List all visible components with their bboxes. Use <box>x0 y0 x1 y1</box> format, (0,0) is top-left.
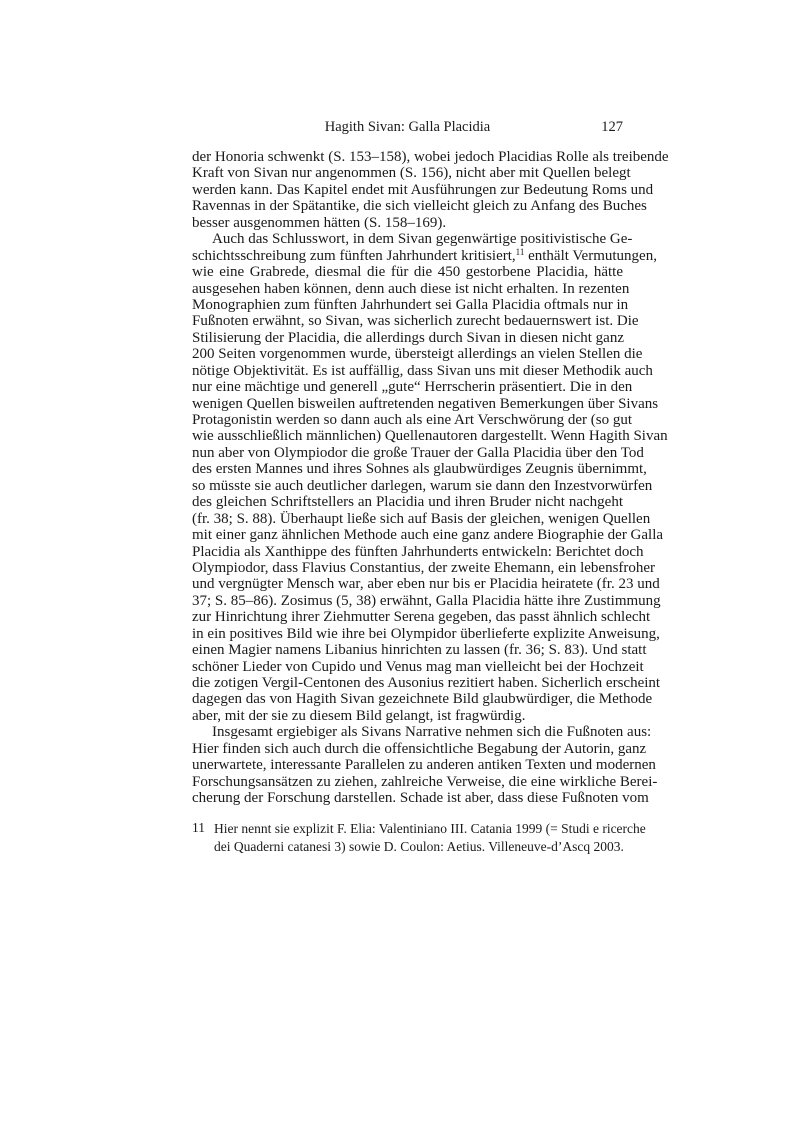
text-line: dagegen das von Hagith Sivan gezeichnete Bild glaubwürdiger, die Methode <box>192 691 653 708</box>
text-line: so müsste sie auch deutlicher darlegen, warum sie dann den Inzestvorwürfen <box>192 477 653 494</box>
text-line: 200 Seiten vorgenommen wurde, übersteigt allerdings an vielen Stellen die <box>192 346 643 363</box>
text-line: unerwartete, interessante Parallelen zu anderen antiken Texten und modernen <box>192 757 656 774</box>
text-fragment: enthält Vermutungen, <box>524 247 657 264</box>
footnote <box>192 820 646 856</box>
text-line: Insgesamt ergiebiger als Sivans Narrative nehmen sich die Fußnoten aus: <box>212 724 652 741</box>
text-line: wie ausschließlich männlichen) Quellenautoren dargestellt. Wenn Hagith Sivan <box>192 428 668 445</box>
text-line: zur Hinrichtung ihrer Ziehmutter Serena gegeben, das passt ähnlich schlecht <box>192 609 651 626</box>
paragraph <box>192 724 658 807</box>
body-text <box>192 149 669 807</box>
text-line: Fußnoten erwähnt, so Sivan, was sicherlich zurecht bedauernswert ist. Die <box>192 313 639 330</box>
text-line <box>192 246 657 264</box>
paragraph <box>192 149 669 231</box>
text-line: Forschungsansätzen zu ziehen, zahlreiche Verweise, die eine wirkliche Berei- <box>192 773 658 790</box>
text-line: Hier finden sich auch durch die offensichtliche Begabung der Autorin, ganz <box>192 740 647 757</box>
text-line: des ersten Mannes und ihres Sohnes als glaubwürdiges Zeugnis übernimmt, <box>192 461 647 478</box>
text-line: cherung der Forschung darstellen. Schade ist aber, dass diese Fußnoten vom <box>192 790 649 807</box>
paragraph <box>192 231 668 724</box>
text-line: Ravennas in der Spätantike, die sich vielleicht gleich zu Anfang des Buches <box>192 198 647 215</box>
footnote-line: dei Quaderni catanesi 3) sowie D. Coulon: Aetius. Villeneuve-d’Ascq 2003. <box>214 839 624 854</box>
text-line: besser ausgenommen hätten (S. 158–169). <box>192 214 447 231</box>
text-line: aber, mit der sie zu diesem Bild gelangt, ist fragwürdig. <box>192 707 526 724</box>
text-line: wenigen Quellen bisweilen auftretenden negativen Bemerkungen über Sivans <box>192 395 659 412</box>
footnote-line: Hier nennt sie explizit F. Elia: Valentiniano III. Catania 1999 (= Studi e ricerche <box>214 821 646 836</box>
text-line: werden kann. Das Kapitel endet mit Ausführungen zur Bedeutung Roms und <box>192 181 654 198</box>
text-line: nur eine mächtige und generell „gute“ Herrscherin präsentiert. Die in den <box>192 379 633 396</box>
footnote-reference[interactable]: 11 <box>515 246 525 257</box>
running-header <box>192 119 623 137</box>
text-line: Auch das Schlusswort, in dem Sivan gegenwärtige positivistische Ge- <box>212 231 633 248</box>
text-line: in ein positives Bild wie ihre bei Olympidor überlieferte explizite Anweisung, <box>192 625 660 642</box>
text-line: Monographien zum fünften Jahrhundert sei Galla Placidia oftmals nur in <box>192 296 629 313</box>
text-line: die zotigen Vergil-Centonen des Ausonius rezitiert haben. Sicherlich erscheint <box>192 675 661 691</box>
text-line: Stilisierung der Placidia, die allerdings durch Sivan in diesen nicht ganz <box>192 329 624 346</box>
text-line: Placidia als Xanthippe des fünften Jahrhunderts entwickeln: Berichtet doch <box>192 543 644 560</box>
text-line: einen Magier namens Libanius hinrichten zu lassen (fr. 36; S. 83). Und statt <box>192 642 647 659</box>
text-line: des gleichen Schriftstellers an Placidia und ihren Bruder nicht nachgeht <box>192 494 623 511</box>
text-line: ausgesehen haben können, denn auch diese ist nicht erhalten. In rezenten <box>192 280 630 297</box>
text-line: schöner Lieder von Cupido und Venus mag man vielleicht bei der Hochzeit <box>192 658 644 675</box>
text-line: mit einer ganz ähnlichen Methode auch eine ganz andere Biographie der Galla <box>192 527 664 544</box>
page-number: 127 <box>601 119 623 135</box>
text-line: Protagonistin werden so dann auch als eine Art Verschwörung der (so gut <box>192 412 633 428</box>
text-line: 37; S. 85–86). Zosimus (5, 38) erwähnt, Galla Placidia hätte ihre Zustimmung <box>192 592 661 609</box>
running-title: Hagith Sivan: Galla Placidia <box>324 119 491 135</box>
text-line: wie eine Grabrede, diesmal die für die 450 gestorbene Placidia, hätte <box>192 264 623 281</box>
text-line: der Honoria schwenkt (S. 153–158), wobei jedoch Placidias Rolle als treibende <box>192 149 669 165</box>
text-line: nötige Objektivität. Es ist auffällig, dass Sivan uns mit dieser Methodik auch <box>192 362 653 379</box>
text-line: und vergnügter Mensch war, aber eben nur bis er Placidia heiratete (fr. 23 und <box>192 576 660 593</box>
footnote-number: 11 <box>192 820 205 835</box>
text-line: Kraft von Sivan nur angenommen (S. 156), nicht aber mit Quellen belegt <box>192 165 631 182</box>
text-line: nun aber von Olympiodor die große Trauer der Galla Placidia über den Tod <box>192 444 644 461</box>
text-line: (fr. 38; S. 88). Überhaupt ließe sich auf Basis der gleichen, wenigen Quellen <box>192 510 651 527</box>
text-fragment: schichtsschreibung zum fünften Jahrhundert kritisiert, <box>192 247 516 264</box>
text-line: Olympiodor, dass Flavius Constantius, der zweite Ehemann, ein lebensfroher <box>192 559 656 576</box>
